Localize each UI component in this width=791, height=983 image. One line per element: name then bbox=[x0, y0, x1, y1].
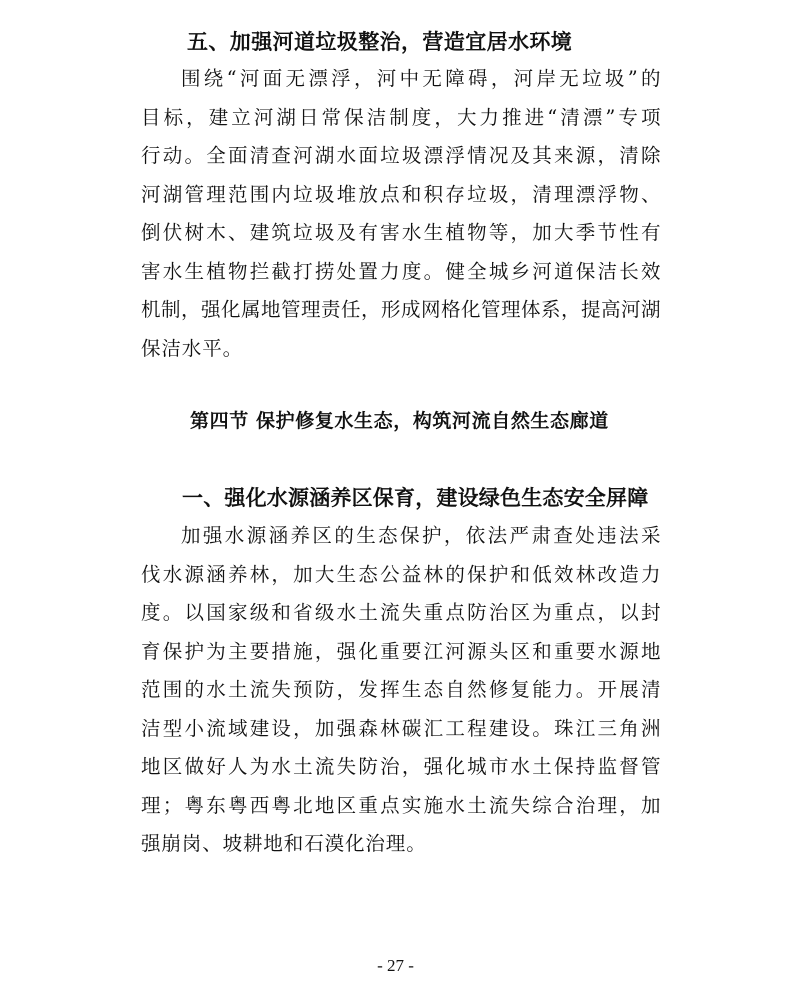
paragraph-line: 倒伏树木、建筑垃圾及有害水生植物等，加大季节性有 bbox=[141, 221, 661, 244]
paragraph-line: 强崩岗、坡耕地和石漠化治理。 bbox=[141, 832, 427, 855]
paragraph-river-cleaning bbox=[141, 60, 661, 368]
subsection-heading-one: 一、强化水源涵养区保育，建设绿色生态安全屏障 bbox=[182, 486, 649, 510]
section-heading: 第四节 保护修复水生态，构筑河流自然生态廊道 bbox=[190, 410, 609, 432]
paragraph-line: 伐水源涵养林，加大生态公益林的保护和低效林改造力 bbox=[141, 562, 661, 586]
paragraph-line: 行动。全面清查河湖水面垃圾漂浮情况及其来源，清除 bbox=[141, 144, 661, 167]
paragraph-line: 害水生植物拦截打捞处置力度。健全城乡河道保洁长效 bbox=[141, 259, 661, 283]
paragraph-line: 河湖管理范围内垃圾堆放点和积存垃圾，清理漂浮物、 bbox=[141, 182, 661, 206]
paragraph-line: 机制，强化属地管理责任，形成网格化管理体系，提高河湖 bbox=[141, 298, 662, 321]
subsection-heading-five: 五、加强河道垃圾整治，营造宜居水环境 bbox=[187, 30, 573, 54]
paragraph-line: 加强水源涵养区的生态保护，依法严肃查处违法采 bbox=[181, 524, 661, 547]
paragraph-line: 地区做好人为水土流失防治，强化城市水土保持监督管 bbox=[141, 755, 661, 778]
paragraph-line: 围绕“河面无漂浮，河中无障碍，河岸无垃圾”的 bbox=[181, 67, 661, 90]
paragraph-line: 目标，建立河湖日常保洁制度，大力推进“清漂”专项 bbox=[141, 105, 661, 129]
paragraph-water-conservation bbox=[141, 517, 661, 864]
page-number: - 27 - bbox=[377, 956, 414, 975]
paragraph-line: 范围的水土流失预防，发挥生态自然修复能力。开展清 bbox=[141, 678, 661, 701]
paragraph-line: 育保护为主要措施，强化重要江河源头区和重要水源地 bbox=[141, 639, 661, 663]
paragraph-line: 理；粤东粤西粤北地区重点实施水土流失综合治理，加 bbox=[141, 793, 661, 817]
paragraph-line: 洁型小流域建设，加强森林碳汇工程建设。珠江三角洲 bbox=[141, 716, 661, 740]
paragraph-line: 度。以国家级和省级水土流失重点防治区为重点，以封 bbox=[141, 601, 661, 624]
paragraph-line: 保洁水平。 bbox=[141, 336, 244, 360]
